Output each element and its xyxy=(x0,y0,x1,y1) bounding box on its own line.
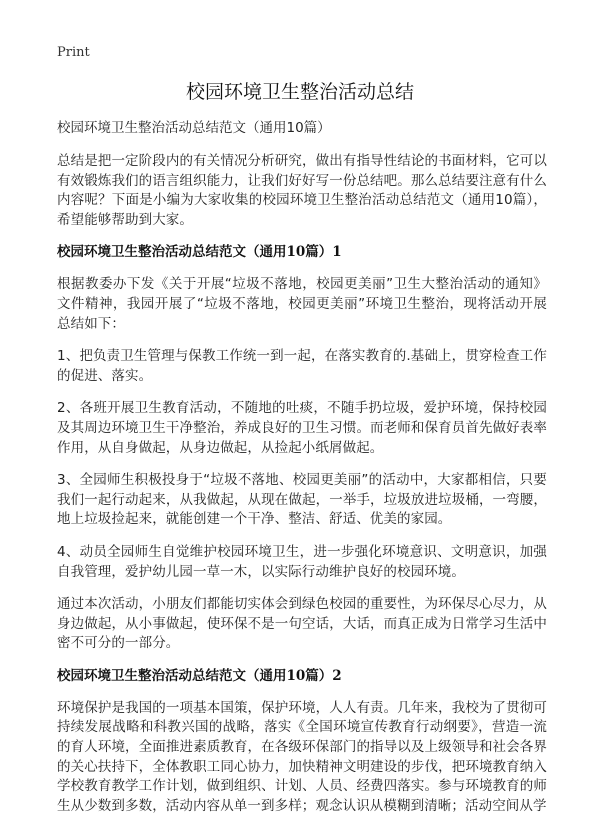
section-1-paragraph: 通过本次活动，小朋友们都能切实体会到绿色校园的重要性，为环保尽心尽力，从身边做起，从小事做起，使环保不是一句空话，大话，而真正成为日常学习生活中密不可分的一部分。 xyxy=(57,596,547,652)
section-1-paragraph: 1、把负责卫生管理与保教工作统一到一起，在落实教育的.基础上，贯穿检查工作的促进、落实。 xyxy=(57,348,547,384)
section-2-paragraph: 环境保护是我国的一项基本国策，保护环境，人人有责。几年来，我校为了贯彻可持续发展战略和科教兴国的战略，落实《全国环境宣传教育行动纲要》，营造一流的育人环境，全面推进素质教育，在各级环保部门的指导以及上级领导和社会各界的关心扶持下，全体教职工同心协力，加快精神文明建设的步伐，把环境教育纳入学校教育教学工作计划，做到组织、计划、人员、经费四落实。参与环境教育的师生从少数到多数，活动内容从单一到多样；观念认识从模糊到清晰；活动空间从学 xyxy=(57,699,547,814)
document-body xyxy=(57,119,547,829)
section-1-paragraph: 3、全园师生积极投身于“垃圾不落地、校园更美丽”的活动中，大家都相信，只要我们一起行动起来，从我做起，从现在做起，一举手，垃圾放进垃圾桶，一弯腰，地上垃圾捡起来，就能创建一个干净、整洁、舒适、优美的家园。 xyxy=(57,472,547,528)
document-subtitle: 校园环境卫生整治活动总结范文（通用10篇） xyxy=(57,120,331,136)
section-1-paragraph: 2、各班开展卫生教育活动，不随地的吐痰，不随手扔垃圾，爱护环境，保持校园及其周边环境卫生干净整治，养成良好的卫生习惯。而老师和保育员首先做好表率作用，从自身做起，从身边做起，从捡起小纸屑做起。 xyxy=(57,400,547,456)
section-1-paragraph: 4、动员全园师生自觉维护校园环境卫生，进一步强化环境意识、文明意识，加强自我管理，爱护幼儿园一草一木，以实际行动维护良好的校园环境。 xyxy=(57,543,547,580)
section-1-paragraph: 根据教委办下发《关于开展“垃圾不落地，校园更美丽”卫生大整治活动的通知》文件精神，我园开展了“垃圾不落地，校园更美丽”环境卫生整治，现将活动开展总结如下： xyxy=(57,276,547,332)
page-title: 校园环境卫生整治活动总结 xyxy=(185,81,414,103)
section-1-heading: 校园环境卫生整治活动总结范文（通用10篇）1 xyxy=(57,244,342,261)
section-2-heading: 校园环境卫生整治活动总结范文（通用10篇）2 xyxy=(57,667,342,684)
intro-paragraph: 总结是把一定阶段内的有关情况分析研究，做出有指导性结论的书面材料，它可以有效锻炼我们的语言组织能力，让我们好好写一份总结吧。那么总结要注意有什么内容呢？下面是小编为大家收集的校园环境卫生整治活动总结范文（通用10篇），希望能够帮助到大家。 xyxy=(57,153,547,228)
print-link[interactable]: Print xyxy=(57,45,90,60)
